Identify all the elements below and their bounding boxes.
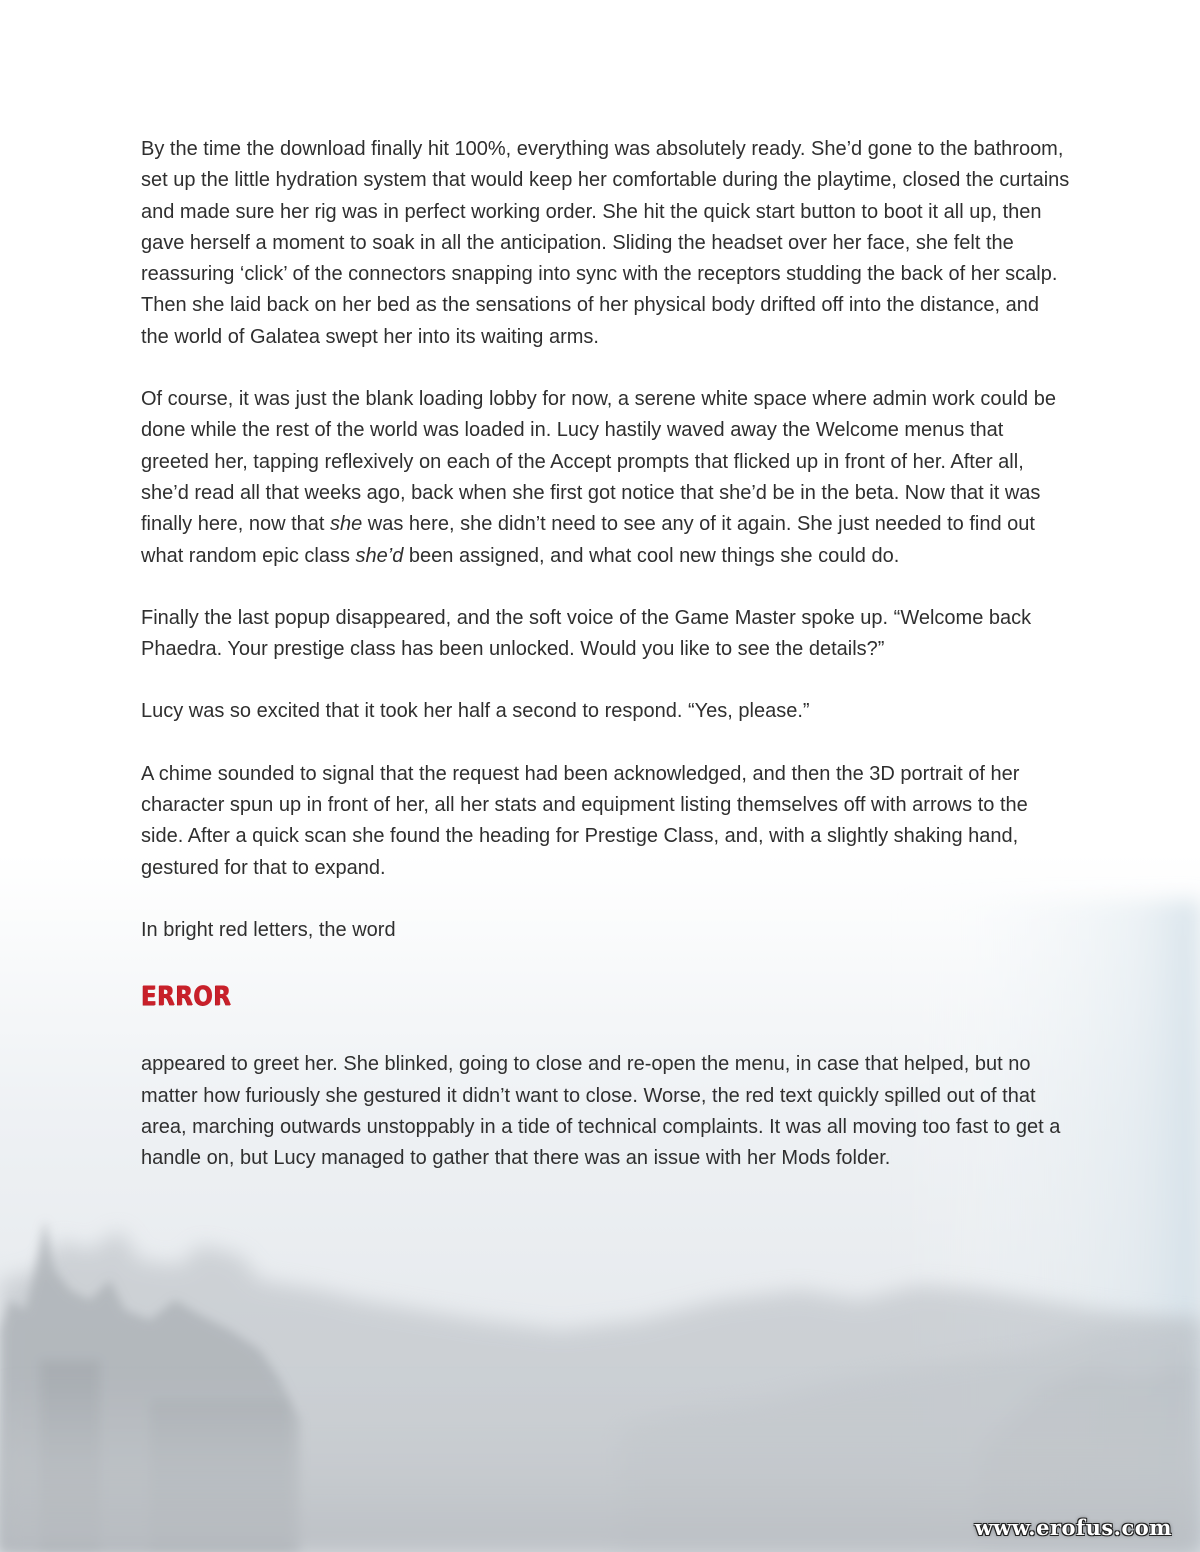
emphasized-text: she — [330, 513, 363, 536]
paragraphs-before-error — [141, 134, 1071, 946]
story-paragraph — [141, 759, 1071, 884]
paragraph-text: appeared to greet her. She blinked, going to close and re-open the menu, in case that helped, but no matter how furiously she gestured it didn’t want to close. Worse, the red text quickly spilled out of that area, marching outwards unstoppably in a tide of technical complaints. It was all moving too fast to get a handle on, but Lucy managed to gather that there was an issue with her Mods folder. — [141, 1053, 1061, 1170]
paragraph-text: In bright red letters, the word — [141, 918, 396, 941]
story-paragraph — [141, 696, 1071, 727]
paragraph-text: By the time the download finally hit 100%, everything was absolutely ready. She’d gone to the bathroom, set up the little hydration system that would keep her comfortable during the playtime, closed the curtains and made sure her rig was in perfect working order. She hit the quick start button to boot it all up, then gave herself a moment to soak in all the anticipation. Sliding the headset over her face, she felt the reassuring ‘click’ of the connectors snapping into sync with the receptors studding the back of her scalp. Then she laid back on her bed as the sensations of her physical body drifted off into the distance, and the world of Galatea swept her into its waiting arms. — [141, 138, 1070, 348]
paragraph-text: Of course, it was just the blank loading lobby for now, a serene white space where admin work could be done while the rest of the world was loaded in. Lucy hastily waved away the Welcome menus that greeted her, tapping reflexively on each of the Accept prompts that flicked up in front of her. After all, she’d read all that weeks ago, back when she first got notice that she’d be in the beta. Now that it was finally here, now that — [141, 388, 1056, 536]
paragraph-text: Lucy was so excited that it took her half a second to respond. “Yes, please.” — [141, 700, 810, 723]
paragraph-text: been assigned, and what cool new things she could do. — [403, 544, 900, 567]
story-paragraph — [141, 134, 1071, 353]
error-heading: ERROR — [141, 981, 232, 1013]
paragraph-text: A chime sounded to signal that the request had been acknowledged, and then the 3D portrait of her character spun up in front of her, all her stats and equipment listing themselves off with arrows to the side. After a quick scan she found the heading for Prestige Class, and, with a slightly shaking hand, gestured for that to expand. — [141, 762, 1028, 879]
paragraphs-after-error — [141, 1049, 1071, 1174]
story-text-column — [141, 134, 1071, 1205]
story-paragraph — [141, 1049, 1071, 1174]
story-paragraph — [141, 603, 1071, 666]
emphasized-text: she’d — [355, 544, 404, 567]
paragraph-text: was here, she didn’t need to see any of it again. She just needed to find out what random epic class — [141, 513, 1035, 567]
story-paragraph — [141, 915, 1071, 946]
site-watermark: www.erofus.com — [974, 1515, 1172, 1540]
story-paragraph — [141, 384, 1071, 572]
paragraph-text: Finally the last popup disappeared, and the soft voice of the Game Master spoke up. “Welcome back Phaedra. Your prestige class has been unlocked. Would you like to see the details?” — [141, 606, 1032, 661]
